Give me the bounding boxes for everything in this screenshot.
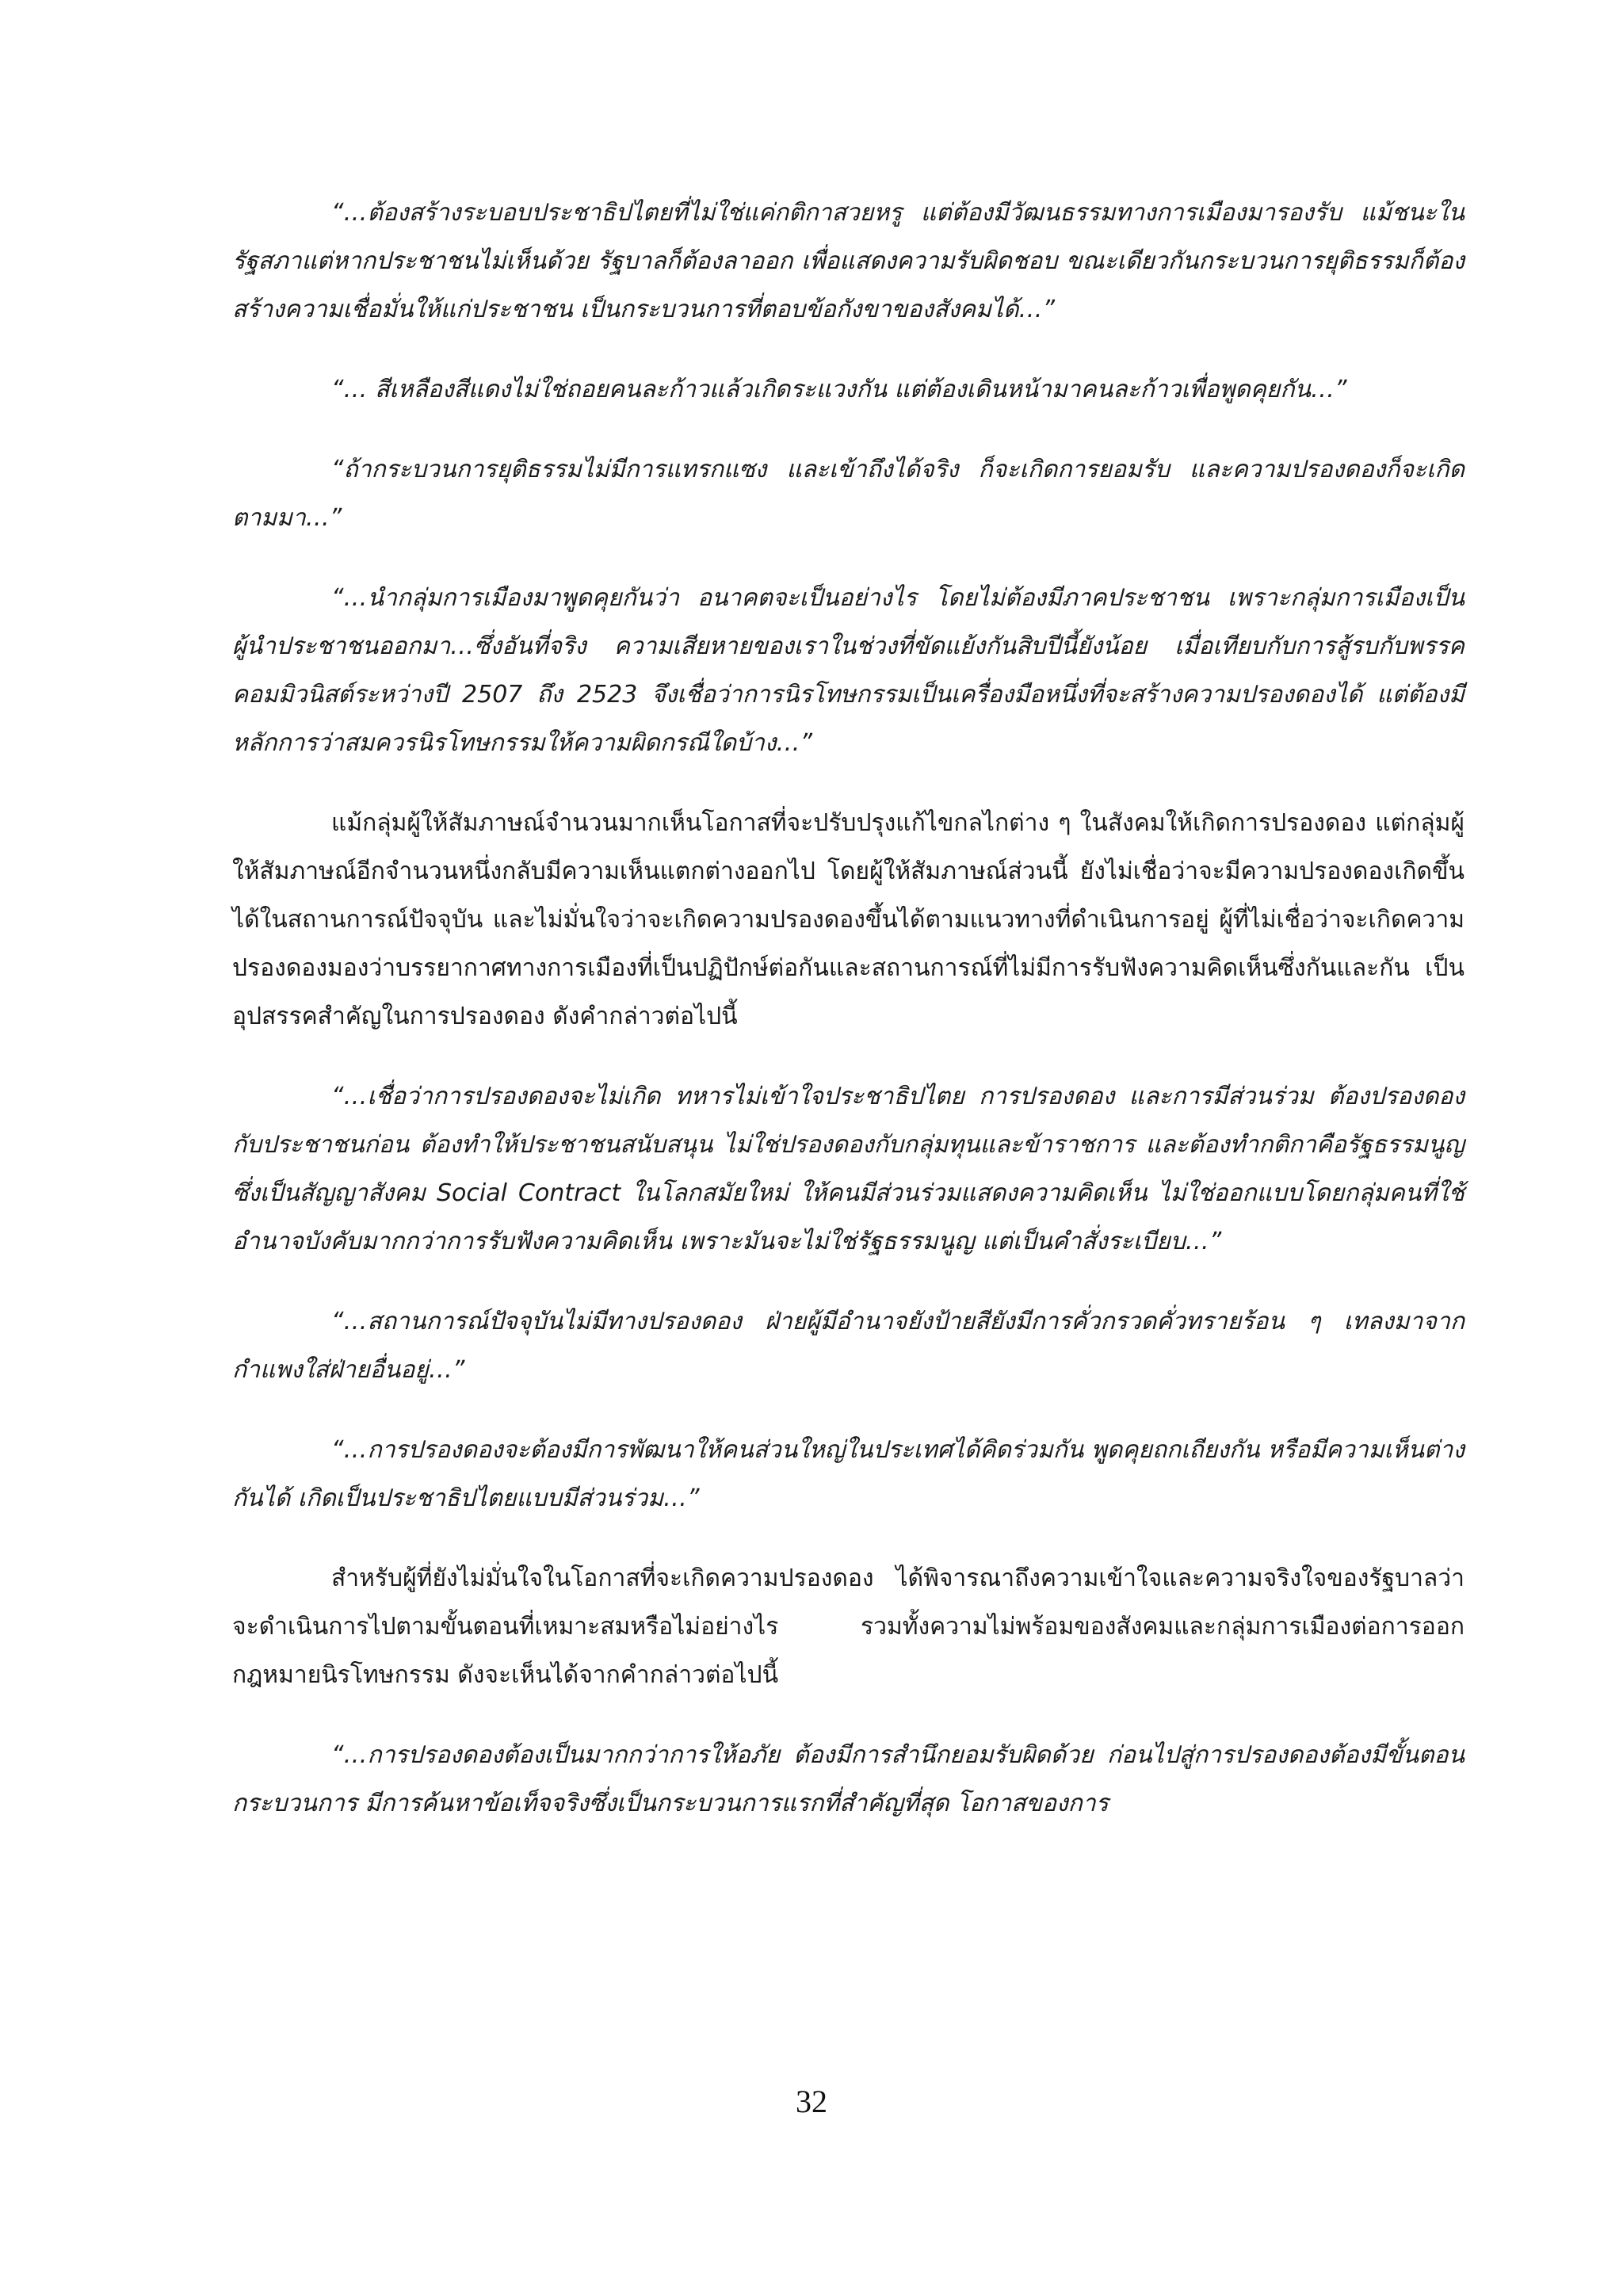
quote-paragraph: “…ต้องสร้างระบอบประชาธิปไตยที่ไม่ใช่แค่กติกาสวยหรู แต่ต้องมีวัฒนธรรมทางการเมืองมารองรับ แม้ชนะในรัฐสภาแต่หากประชาชนไม่เห็นด้วย รัฐบาลก็ต้องลาออก เพื่อแสดงความรับผิดชอบ ขณะเดียวกันกระบวนการยุติธรรมก็ต้องสร้างความเชื่อมั่นให้แก่ประชาชน เป็นกระบวนการที่ตอบข้อกังขาของสังคมได้…” [232, 199, 1465, 323]
page-number: 32 [796, 2084, 827, 2119]
quote-paragraph: “…การปรองดองจะต้องมีการพัฒนาให้คนส่วนใหญ่ในประเทศได้คิดร่วมกัน พูดคุยถกเถียงกัน หรือมีความเห็นต่างกันได้ เกิดเป็นประชาธิปไตยแบบมีส่วนร่วม…” [232, 1436, 1465, 1512]
quote-paragraph: “…การปรองดองต้องเป็นมากกว่าการให้อภัย ต้องมีการสำนึกยอมรับผิดด้วย ก่อนไปสู่การปรองดองต้องมีขั้นตอนกระบวนการ มีการค้นหาข้อเท็จจริงซึ่งเป็นกระบวนการแรกที่สำคัญที่สุด โอกาสของการ [232, 1741, 1465, 1817]
body-text [232, 189, 1465, 1859]
body-paragraph: แม้กลุ่มผู้ให้สัมภาษณ์จำนวนมากเห็นโอกาสที่จะปรับปรุงแก้ไขกลไกต่าง ๆ ในสังคมให้เกิดการปรองดอง แต่กลุ่มผู้ให้สัมภาษณ์อีกจำนวนหนึ่งกลับมีความเห็นแตกต่างออกไป โดยผู้ให้สัมภาษณ์ส่วนนี้ ยังไม่เชื่อว่าจะมีความปรองดองเกิดขึ้นได้ในสถานการณ์ปัจจุบัน และไม่มั่นใจว่าจะเกิดความปรองดองขึ้นได้ตามแนวทางที่ดำเนินการอยู่ ผู้ที่ไม่เชื่อว่าจะเกิดความปรองดองมองว่าบรรยากาศทางการเมืองที่เป็นปฏิปักษ์ต่อกันและสถานการณ์ที่ไม่มีการรับฟังความคิดเห็นซึ่งกันและกัน เป็นอุปสรรคสำคัญในการปรองดอง ดังคำกล่าวต่อไปนี้ [232, 809, 1465, 1030]
body-paragraph: สำหรับผู้ที่ยังไม่มั่นใจในโอกาสที่จะเกิดความปรองดอง ได้พิจารณาถึงความเข้าใจและความจริงใจของรัฐบาลว่าจะดำเนินการไปตามขั้นตอนที่เหมาะสมหรือไม่อย่างไร รวมทั้งความไม่พร้อมของสังคมและกลุ่มการเมืองต่อการออกกฎหมายนิรโทษกรรม ดังจะเห็นได้จากคำกล่าวต่อไปนี้ [232, 1564, 1465, 1689]
quote-paragraph: “…สถานการณ์ปัจจุบันไม่มีทางปรองดอง ฝ่ายผู้มีอำนาจยังป้ายสียังมีการคั่วกรวดคั่วทรายร้อน ๆ เทลงมาจากกำแพงใส่ฝ่ายอื่นอยู่…” [232, 1308, 1465, 1384]
quote-paragraph: “ถ้ากระบวนการยุติธรรมไม่มีการแทรกแซง และเข้าถึงได้จริง ก็จะเกิดการยอมรับ และความปรองดองก็จะเกิดตามมา…” [232, 456, 1465, 532]
quote-paragraph: “…เชื่อว่าการปรองดองจะไม่เกิด ทหารไม่เข้าใจประชาธิปไตย การปรองดอง และการมีส่วนร่วม ต้องปรองดองกับประชาชนก่อน ต้องทำให้ประชาชนสนับสนุน ไม่ใช่ปรองดองกับกลุ่มทุนและข้าราชการ และต้องทำกติกาคือรัฐธรรมนูญ ซึ่งเป็นสัญญาสังคม Social Contract ในโลกสมัยใหม่ ให้คนมีส่วนร่วมแสดงความคิดเห็น ไม่ใช่ออกแบบโดยกลุ่มคนที่ใช้อำนาจบังคับมากกว่าการรับฟังความคิดเห็น เพราะมันจะไม่ใช่รัฐธรรมนูญ แต่เป็นคำสั่งระเบียบ…” [232, 1083, 1465, 1255]
quote-paragraph: “… สีเหลืองสีแดงไม่ใช่ถอยคนละก้าวแล้วเกิดระแวงกัน แต่ต้องเดินหน้ามาคนละก้าวเพื่อพูดคุยกัน…” [331, 376, 1347, 403]
quote-paragraph: “…นำกลุ่มการเมืองมาพูดคุยกันว่า อนาคตจะเป็นอย่างไร โดยไม่ต้องมีภาคประชาชน เพราะกลุ่มการเมืองเป็นผู้นำประชาชนออกมา…ซึ่งอันที่จริง ความเสียหายของเราในช่วงที่ขัดแย้งกันสิบปีนี้ยังน้อย เมื่อเทียบกับการสู้รบกับพรรคคอมมิวนิสต์ระหว่างปี 2507 ถึง 2523 จึงเชื่อว่าการนิรโทษกรรมเป็นเครื่องมือหนึ่งที่จะสร้างความปรองดองได้ แต่ต้องมีหลักการว่าสมควรนิรโทษกรรมให้ความผิดกรณีใดบ้าง…” [232, 584, 1465, 757]
